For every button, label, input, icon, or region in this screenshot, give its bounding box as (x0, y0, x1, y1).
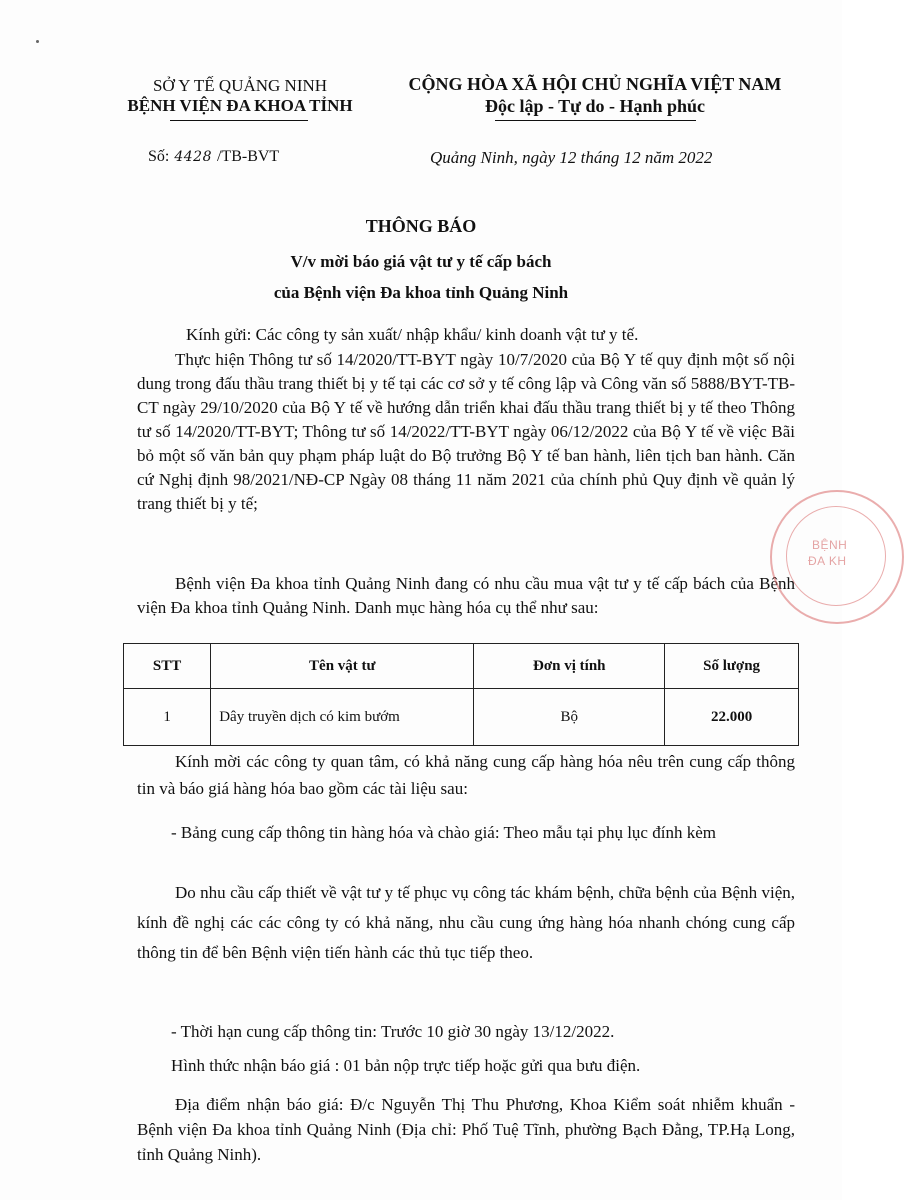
doc-no-handwritten: 4428 (174, 149, 212, 165)
notice-subject-1: V/v mời báo giá vật tư y tế cấp bách (290, 252, 552, 271)
agency-line-1: SỞ Y TẾ QUẢNG NINH (152, 76, 328, 95)
deadline-line: - Thời hạn cung cấp thông tin: Trước 10 giờ 30 ngày 13/12/2022. (171, 1022, 615, 1041)
seal-text-2: ĐA KH (808, 554, 847, 568)
notice-title: THÔNG BÁO (365, 216, 477, 236)
cell-item-name: Dây truyền dịch có kim bướm (211, 689, 474, 746)
national-line-1: CỘNG HÒA XÃ HỘI CHỦ NGHĨA VIỆT NAM (408, 74, 782, 94)
doc-no-suffix: /TB-BVT (216, 148, 280, 165)
cell-stt: 1 (124, 689, 211, 746)
recipient-line: Kính gửi: Các công ty sản xuất/ nhập khẩu/ kinh doanh vật tư y tế. (186, 325, 639, 344)
required-document-item: - Bảng cung cấp thông tin hàng hóa và chào giá: Theo mẫu tại phụ lục đính kèm (171, 823, 716, 842)
cell-quantity: 22.000 (665, 689, 799, 746)
agency-underline (170, 120, 308, 121)
need-paragraph: Bệnh viện Đa khoa tỉnh Quảng Ninh đang có nhu cầu mua vật tư y tế cấp bách của Bệnh viện Đa khoa tỉnh Quảng Ninh. Danh mục hàng hóa cụ thể như sau: (137, 574, 795, 617)
header-stt: STT (124, 644, 211, 689)
legal-basis-paragraph: Thực hiện Thông tư số 14/2020/TT-BYT ngày 10/7/2020 của Bộ Y tế quy định một số nội dung trong đấu thầu trang thiết bị y tế tại các cơ sở y tế công lập và Công văn số 5888/BYT-TB-CT ngày 29/10/2020 của Bộ Y tế về hướng dẫn triển khai đấu thầu trang thiết bị y tế theo Thông tư số 14/2020/TT-BYT; Thông tư số 14/2022/TT-BYT ngày 06/12/2022 của Bộ Y tế về việc Bãi bỏ một số văn bản quy phạm pháp luật do Bộ trưởng Bộ Y tế ban hành, liên tịch ban hành. Căn cứ Nghị định 98/2021/NĐ-CP Ngày 08 tháng 11 năm 2021 của chính phủ Quy định về quản lý trang thiết bị y tế; (137, 350, 795, 513)
submission-location-paragraph: Địa điểm nhận báo giá: Đ/c Nguyễn Thị Thu Phương, Khoa Kiểm soát nhiễm khuẩn - Bệnh viện Đa khoa tỉnh Quảng Ninh (Địa chỉ: Phố Tuệ Tĩnh, phường Bạch Đằng, TP.Hạ Long, tỉnh Quảng Ninh). (137, 1095, 795, 1164)
header-unit: Đơn vị tính (474, 644, 665, 689)
national-line-2: Độc lập - Tự do - Hạnh phúc (484, 96, 706, 116)
invitation-paragraph: Kính mời các công ty quan tâm, có khả năng cung cấp hàng hóa nêu trên cung cấp thông tin và báo giá hàng hóa bao gồm các tài liệu sau: (137, 752, 795, 798)
issuing-agency (95, 76, 385, 116)
header-quantity: Số lượng (665, 644, 799, 689)
goods-table (123, 643, 799, 746)
national-heading (390, 73, 800, 117)
cell-unit: Bộ (474, 689, 665, 746)
header-item-name: Tên vật tư (211, 644, 474, 689)
seal-text-1: BỆNH (812, 538, 848, 552)
agency-line-2: BỆNH VIỆN ĐA KHOA TỈNH (127, 96, 353, 115)
table-header-row (124, 644, 799, 689)
doc-no-prefix: Số: (148, 148, 170, 165)
notice-subject-2: của Bệnh viện Đa khoa tỉnh Quảng Ninh (273, 283, 569, 302)
scan-speck (36, 40, 39, 43)
urgency-paragraph: Do nhu cầu cấp thiết về vật tư y tế phục vụ công tác khám bệnh, chữa bệnh của Bệnh viện, kính đề nghị các các công ty có khả năng, nhu cầu cung ứng hàng hóa nhanh chóng cung cấp thông tin để bên Bệnh viện tiến hành các thủ tục tiếp theo. (137, 883, 795, 962)
table-row (124, 689, 799, 746)
place-date: Quảng Ninh, ngày 12 tháng 12 năm 2022 (430, 148, 713, 167)
submission-format-line: Hình thức nhận báo giá : 01 bản nộp trực tiếp hoặc gửi qua bưu điện. (171, 1056, 641, 1075)
motto-underline (495, 120, 696, 121)
document-number (148, 148, 279, 166)
red-seal-stamp (770, 490, 904, 624)
